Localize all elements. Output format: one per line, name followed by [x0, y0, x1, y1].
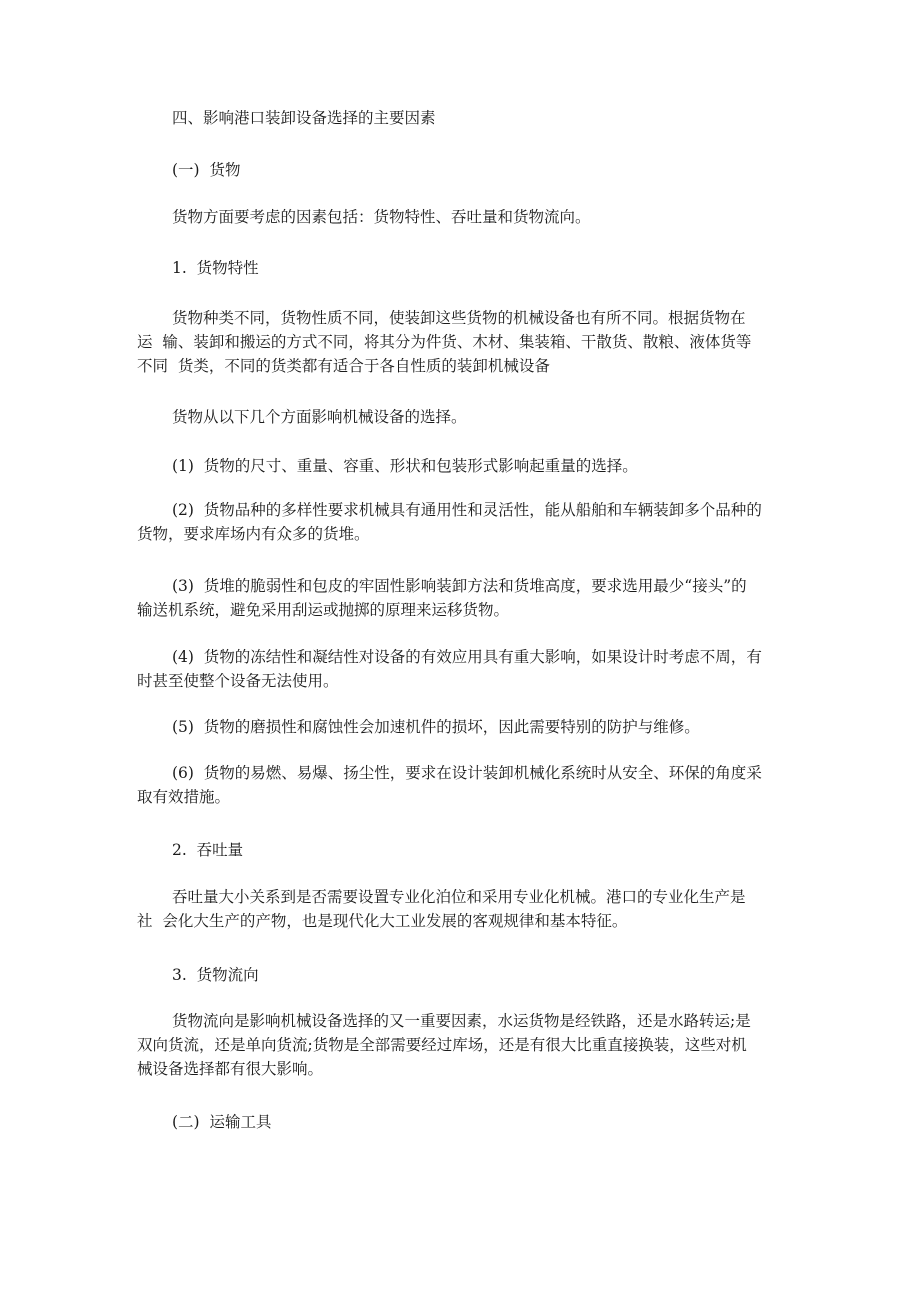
text-line: (一) 货物 — [172, 161, 241, 179]
paragraph — [137, 256, 797, 280]
text-line: 不同 货类，不同的货类都有适合于各自性质的装卸机械设备 — [137, 357, 550, 375]
paragraph — [137, 885, 797, 933]
text-line: 货物方面要考虑的因素包括：货物特性、吞吐量和货物流向。 — [172, 208, 591, 226]
text-line: 3. 货物流向 — [172, 966, 259, 984]
paragraph — [137, 205, 797, 229]
paragraph — [137, 498, 797, 546]
text-line: 取有效措施。 — [137, 788, 231, 806]
text-line: 社 会化大生产的产物，也是现代化大工业发展的客观规律和基本特征。 — [137, 912, 628, 930]
text-line: 1. 货物特性 — [172, 259, 259, 277]
text-line: (3) 货堆的脆弱性和包皮的牢固性影响装卸方法和货堆高度，要求选用最少“接头”的 — [172, 577, 747, 595]
paragraph — [137, 158, 797, 182]
paragraph — [137, 963, 797, 987]
text-line: (4) 货物的冻结性和凝结性对设备的有效应用具有重大影响，如果设计时考虑不周，有 — [172, 648, 762, 666]
text-line: 货物从以下几个方面影响机械设备的选择。 — [172, 408, 467, 426]
paragraph — [137, 306, 797, 378]
text-line: 2. 吞吐量 — [172, 841, 244, 859]
text-line: 货物种类不同，货物性质不同，使装卸这些货物的机械设备也有所不同。根据货物在 — [172, 309, 746, 327]
paragraph — [137, 106, 797, 130]
paragraph — [137, 1110, 797, 1134]
text-line: 吞吐量大小关系到是否需要设置专业化泊位和采用专业化机械。港口的专业化生产是 — [172, 888, 746, 906]
paragraph — [137, 574, 797, 622]
text-line: 输送机系统，避免采用刮运或抛掷的原理来运移货物。 — [137, 601, 510, 619]
text-line: (2) 货物品种的多样性要求机械具有通用性和灵活性，能从船舶和车辆装卸多个品种的 — [172, 501, 762, 519]
text-line: (5) 货物的磨损性和腐蚀性会加速机件的损坏，因此需要特别的防护与维修。 — [172, 718, 700, 736]
paragraph — [137, 645, 797, 693]
text-line: 货物，要求库场内有众多的货堆。 — [137, 525, 370, 543]
text-line: 运 输、装卸和搬运的方式不同，将其分为件货、木材、集装箱、干散货、散粮、液体货等 — [137, 333, 752, 351]
text-line: 双向货流，还是单向货流;货物是全部需要经过库场，还是有很大比重直接换装，这些对机 — [137, 1036, 747, 1054]
paragraph — [137, 715, 797, 739]
text-line: (1) 货物的尺寸、重量、容重、形状和包装形式影响起重量的选择。 — [172, 457, 638, 475]
paragraph — [137, 1009, 797, 1081]
paragraph — [137, 405, 797, 429]
text-line: (6) 货物的易燃、易爆、扬尘性，要求在设计装卸机械化系统时从安全、环保的角度采 — [172, 764, 762, 782]
paragraph — [137, 838, 797, 862]
text-line: 械设备选择都有很大影响。 — [137, 1060, 324, 1078]
text-line: 时甚至使整个设备无法使用。 — [137, 672, 339, 690]
paragraph — [137, 454, 797, 478]
paragraph — [137, 761, 797, 809]
text-line: 四、影响港口装卸设备选择的主要因素 — [172, 109, 436, 127]
text-line: (二) 运输工具 — [172, 1113, 272, 1131]
text-line: 货物流向是影响机械设备选择的又一重要因素，水运货物是经铁路，还是水路转运;是 — [172, 1012, 751, 1030]
